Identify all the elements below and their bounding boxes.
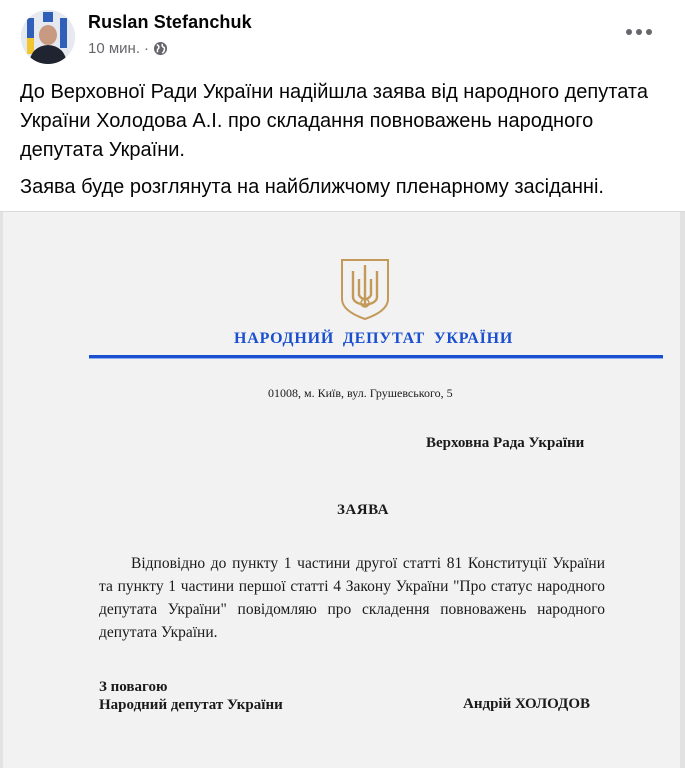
document-image[interactable] (0, 211, 685, 768)
closing-text: З повагою (99, 679, 168, 695)
document-heading: НАРОДНИЙ ДЕПУТАТ УКРАЇНИ (234, 330, 514, 347)
post-timestamp[interactable]: 10 мин. (88, 40, 140, 57)
dot-icon (626, 29, 632, 35)
globe-icon[interactable] (153, 41, 168, 56)
document-title: ЗАЯВА (337, 502, 389, 518)
signer-position: Народний депутат України (99, 697, 283, 713)
post-text (20, 78, 670, 210)
meta-separator: · (144, 40, 149, 57)
author-name[interactable]: Ruslan Stefanchuk (88, 12, 252, 32)
post-paragraph: Заява буде розглянута на найближчому пленарному засіданні. (20, 176, 604, 198)
document-signature-block (99, 678, 283, 714)
document-address: 01008, м. Київ, вул. Грушевського, 5 (268, 386, 453, 400)
signer-name: Андрій ХОЛОДОВ (463, 696, 591, 712)
document-body: Відповідно до пункту 1 частини другої статті 81 Конституції України та пункту 1 частини першої статті 4 Закону України "Про статус народного депутата України" повідомляю про складення повноважень народного депутата України. (99, 555, 605, 641)
heading-divider (89, 355, 663, 358)
post-header (0, 0, 685, 70)
tryzub-emblem-icon (339, 257, 391, 321)
document-recipient: Верховна Рада України (426, 435, 585, 451)
author-avatar[interactable] (21, 10, 75, 64)
post-meta (88, 40, 168, 57)
post-paragraph: До Верховної Ради України надійшла заява від народного депутата України Холодова А.І. про складання повноважень народного депутата України. (20, 81, 648, 161)
avatar-photo-icon (21, 10, 75, 64)
dot-icon (636, 29, 642, 35)
more-options-button[interactable] (621, 22, 657, 42)
dot-icon (646, 29, 652, 35)
